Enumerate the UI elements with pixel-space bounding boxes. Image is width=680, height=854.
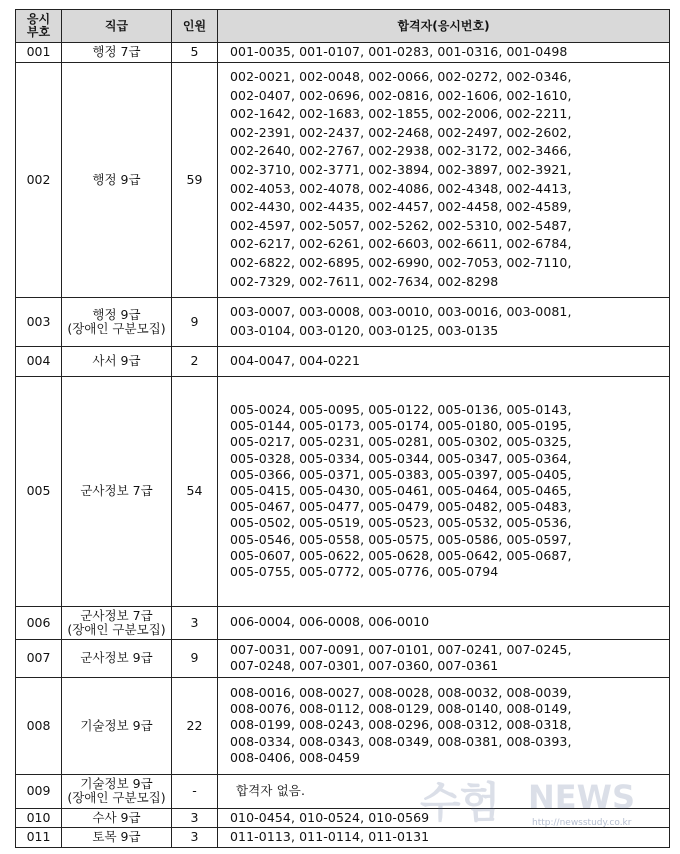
row-ids: 005-0024, 005-0095, 005-0122, 005-0136, 005-0143, 005-0144, 005-0173, 005-0174, 005-0180, 005-0195, 005-0217, 005-0231, 005-0281, 005-0302, 005-0325, 005-0328, 005-0334, 005-0344, 005-0347, 005-0364, 005-0366, 005-0371, 005-0383, 005-0397, 005-0405, 005-0415, 005-0430, 005-0461, 005-0464, 005-0465, 005-0467, 005-0477, 005-0479, 005-0482, 005-0483, 005-0502, 005-0519, 005-0523, 005-0532, 005-0536, 005-0546, 005-0558, 005-0575, 005-0586, 005-0597, 005-0607, 005-0622, 005-0628, 005-0642, 005-0687, 005-0755, 005-0772, 005-0776, 005-0794 [218,376,670,606]
row-count: 22 [172,677,218,774]
row-grade [62,43,172,63]
row-ids: 003-0007, 003-0008, 003-0010, 003-0016, 003-0081, 003-0104, 003-0120, 003-0125, 003-0135 [218,297,670,346]
row-code: 005 [16,376,62,606]
row-grade [62,808,172,828]
table-row [16,43,670,63]
row-grade [62,639,172,677]
grade-label: 사서 9급 [92,353,141,369]
table-row [16,677,670,774]
row-grade [62,677,172,774]
row-count: 3 [172,808,218,828]
row-code: 009 [16,774,62,808]
row-grade [62,606,172,639]
row-ids: 002-0021, 002-0048, 002-0066, 002-0272, 002-0346, 002-0407, 002-0696, 002-0816, 002-1606, 002-1610, 002-1642, 002-1683, 002-1855, 002-2006, 002-2211, 002-2391, 002-2437, 002-2468, 002-2497, 002-2602, 002-2640, 002-2767, 002-2938, 002-3172, 002-3466, 002-3710, 002-3771, 002-3894, 002-3897, 002-3921, 002-4053, 002-4078, 002-4086, 002-4348, 002-4413, 002-4430, 002-4435, 002-4457, 002-4458, 002-4589, 002-4597, 002-5057, 002-5262, 002-5310, 002-5487, 002-6217, 002-6261, 002-6603, 002-6611, 002-6784, 002-6822, 002-6895, 002-6990, 002-7053, 002-7110, 002-7329, 002-7611, 002-7634, 002-8298 [218,62,670,297]
grade-label: 행정 7급 [92,44,141,60]
row-code: 010 [16,808,62,828]
row-ids: 001-0035, 001-0107, 001-0283, 001-0316, 001-0498 [218,43,670,63]
header-code: 응시 부호 [16,10,62,43]
row-grade [62,828,172,848]
grade-label: 행정 9급 [92,171,141,187]
row-code: 004 [16,346,62,376]
grade-label: 토목 9급 [92,829,141,845]
row-grade [62,346,172,376]
table-row [16,828,670,848]
row-count: 5 [172,43,218,63]
grade-sublabel: (장애인 구분모집) [67,621,166,637]
table-row [16,62,670,297]
grade-label: 수사 9급 [92,809,141,825]
table-row [16,376,670,606]
grade-label: 기술정보 9급 [80,776,153,792]
row-code: 003 [16,297,62,346]
header-ids: 합격자(응시번호) [218,10,670,43]
row-code: 008 [16,677,62,774]
row-ids: 008-0016, 008-0027, 008-0028, 008-0032, 008-0039, 008-0076, 008-0112, 008-0129, 008-0140, 008-0149, 008-0199, 008-0243, 008-0296, 008-0312, 008-0318, 008-0334, 008-0343, 008-0349, 008-0381, 008-0393, 008-0406, 008-0459 [218,677,670,774]
row-count: 2 [172,346,218,376]
grade-label: 군사정보 7급 [80,607,153,623]
results-table [15,9,670,848]
table-row [16,297,670,346]
header-grade: 직급 [62,10,172,43]
row-count: 3 [172,606,218,639]
row-grade [62,297,172,346]
table-row [16,606,670,639]
grade-label: 군사정보 7급 [80,483,153,499]
grade-label: 행정 9급 [92,306,141,322]
row-grade [62,62,172,297]
row-ids: 합격자 없음. [218,774,670,808]
table-row [16,639,670,677]
row-grade [62,376,172,606]
row-ids: 006-0004, 006-0008, 006-0010 [218,606,670,639]
row-ids: 011-0113, 011-0114, 011-0131 [218,828,670,848]
row-code: 006 [16,606,62,639]
row-code: 002 [16,62,62,297]
row-code: 011 [16,828,62,848]
grade-label: 기술정보 9급 [80,717,153,733]
table-row [16,808,670,828]
row-count: 59 [172,62,218,297]
header-count: 인원 [172,10,218,43]
watermark-url: http://newsstudy.co.kr [532,818,632,828]
grade-label: 군사정보 9급 [80,650,153,666]
grade-sublabel: (장애인 구분모집) [67,790,166,806]
row-ids: 007-0031, 007-0091, 007-0101, 007-0241, 007-0245, 007-0248, 007-0301, 007-0360, 007-0361 [218,639,670,677]
grade-sublabel: (장애인 구분모집) [67,320,166,336]
row-count: 9 [172,297,218,346]
table-row [16,774,670,808]
row-code: 007 [16,639,62,677]
row-count: 9 [172,639,218,677]
row-count: - [172,774,218,808]
row-ids: 004-0047, 004-0221 [218,346,670,376]
table-row [16,346,670,376]
row-count: 54 [172,376,218,606]
row-grade [62,774,172,808]
row-count: 3 [172,828,218,848]
watermark-news-text: NEWS [528,778,635,816]
row-ids: 010-0454, 010-0524, 010-0569 [218,808,670,828]
watermark-main-text: 수험 [420,778,500,827]
row-code: 001 [16,43,62,63]
table-header-row [16,10,670,43]
